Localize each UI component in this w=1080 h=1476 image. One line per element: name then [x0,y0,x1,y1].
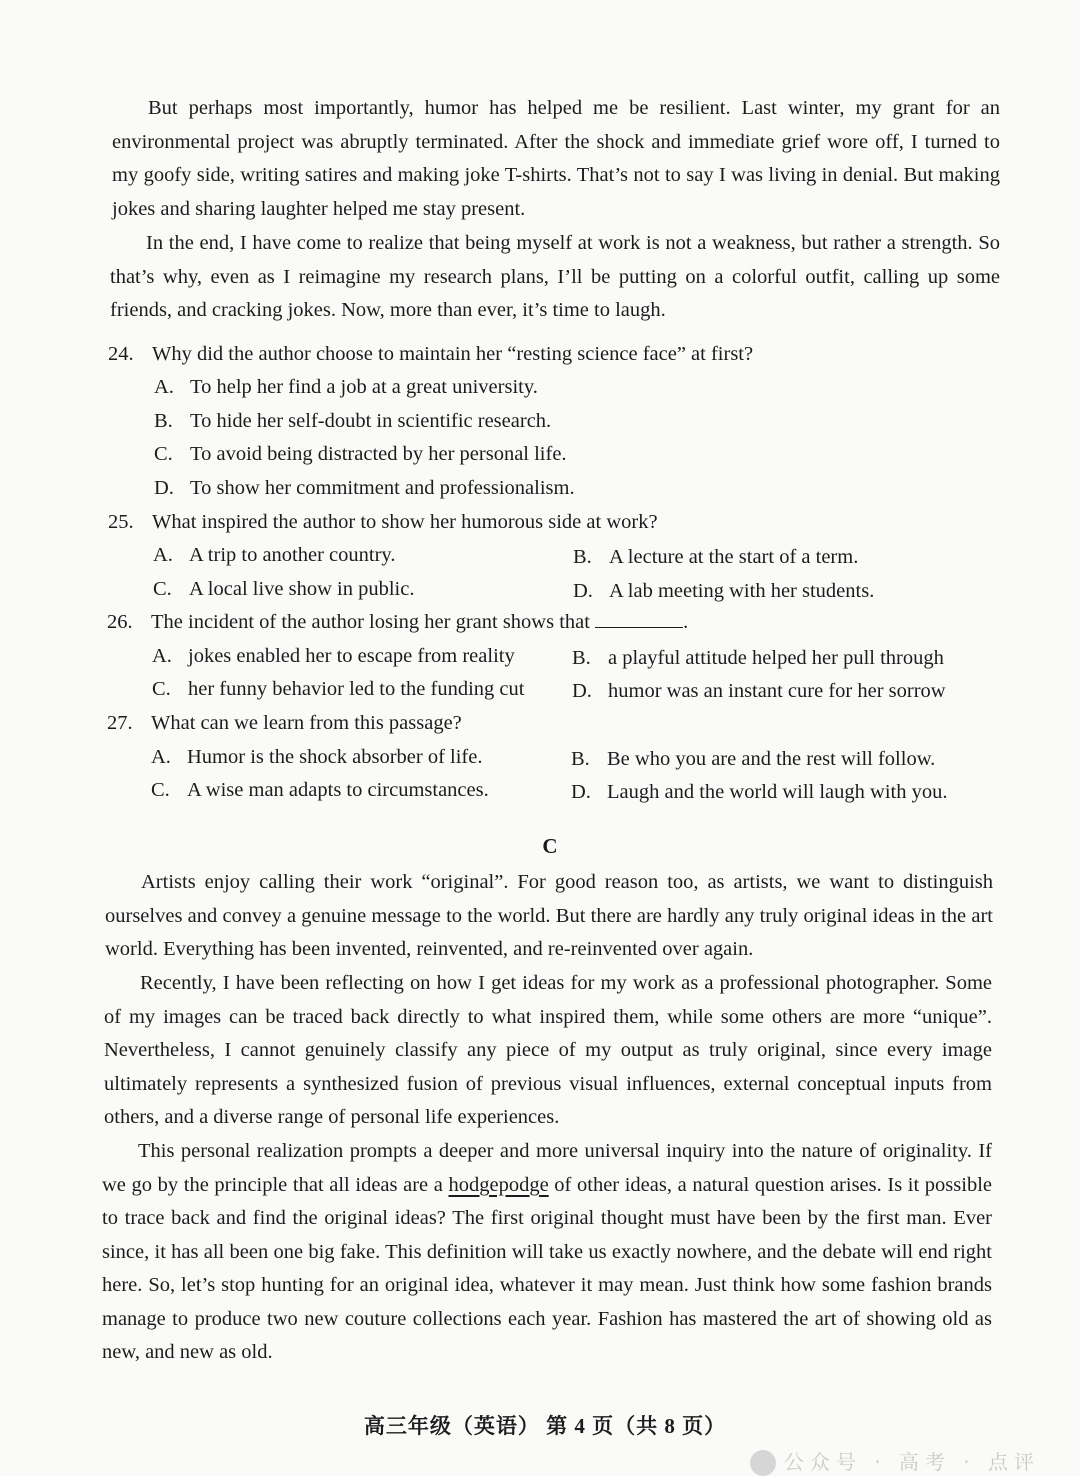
option-text: A local live show in public. [189,578,414,600]
option-letter: A. [152,640,188,673]
paragraph-text: This personal realization prompts a deeper and more universal inquiry into the nature of originality. If we go by the principle that all ideas are a [102,1140,992,1196]
option-letter: D. [154,472,190,505]
option-text: A lecture at the start of a term. [609,546,858,568]
watermark [750,1446,1040,1476]
passage-c-paragraph-2: Recently, I have been reflecting on how I get ideas for my work as a professional photographer. Some of my images can be traced back directly to what inspired them, while some others are more “unique”. Nevertheless, I cannot genuinely classify any piece of my output as truly original, since every image ultimately represents a synthesized fusion of previous visual influences, external conceptual inputs from others, and a diverse range of personal life experiences. [104,967,992,1135]
option-26-a [152,640,515,673]
option-letter: C. [151,774,187,807]
question-stem: Why did the author choose to maintain her “resting science face” at first? [152,343,753,365]
option-27-c [151,774,489,807]
option-25-c [153,573,414,606]
option-text: A wise man adapts to circumstances. [187,779,489,801]
option-letter: A. [154,371,190,404]
option-27-b [571,743,935,776]
option-26-b [572,642,944,675]
question-stem: What can we learn from this passage? [151,712,462,734]
option-text: A lab meeting with her students. [609,580,874,602]
question-stem-end: . [683,611,688,633]
passage-c-heading: C [0,834,1080,859]
option-text: To show her commitment and professionalism. [190,477,575,499]
option-letter: B. [154,405,190,438]
option-24-a [154,371,538,404]
option-text: A trip to another country. [189,544,395,566]
option-text: To hide her self-doubt in scientific research. [190,410,551,432]
watermark-text: 公众号 · 高考 · 点评 [784,1450,1040,1474]
wechat-logo-icon [750,1450,776,1476]
paragraph-text: of other ideas, a natural question arises. Is it possible to trace back and find the original ideas? The first original thought must have been by the first man. Ever since, it has all been one big fake. This definition will take us exactly nowhere, and the debate will end right here. So, let’s stop hunting for an original idea, whatever it may mean. Just think how some fashion brands manage to produce two new couture collections each year. Fashion has mastered the art of showing old as new, and new as old. [102,1174,992,1364]
option-text: her funny behavior led to the funding cut [188,678,524,700]
option-26-c [152,673,524,706]
question-25 [108,506,658,539]
underlined-word: hodgepodge [448,1174,548,1196]
option-letter: A. [153,539,189,572]
question-number: 27. [107,707,151,740]
question-number: 25. [108,506,152,539]
option-text: a playful attitude helped her pull through [608,647,944,669]
option-letter: D. [573,575,609,608]
answer-blank [595,609,683,628]
option-letter: B. [571,743,607,776]
question-stem: The incident of the author losing her grant shows that [151,611,590,633]
option-letter: C. [153,573,189,606]
option-27-d [571,776,947,809]
option-text: To avoid being distracted by her personal life. [190,443,567,465]
passage-b-paragraph-2: In the end, I have come to realize that being myself at work is not a weakness, but rather a strength. So that’s why, even as I reimagine my research plans, I’ll be putting on a colorful outfit, calling up some friends, and cracking jokes. Now, more than ever, it’s time to laugh. [110,227,1000,328]
option-letter: B. [573,541,609,574]
option-letter: D. [572,675,608,708]
passage-b-paragraph-1: But perhaps most importantly, humor has helped me be resilient. Last winter, my grant for an environmental project was abruptly terminated. After the shock and immediate grief wore off, I turned to my goofy side, writing satires and making joke T-shirts. That’s not to say I was living in denial. But making jokes and sharing laughter helped me stay present. [112,92,1000,226]
option-text: Humor is the shock absorber of life. [187,746,482,768]
option-letter: D. [571,776,607,809]
option-24-c [154,438,567,471]
option-letter: C. [152,673,188,706]
option-25-b [573,541,858,574]
option-24-d [154,472,575,505]
option-text: Be who you are and the rest will follow. [607,748,935,770]
question-27 [107,707,462,740]
option-text: Laugh and the world will laugh with you. [607,781,947,803]
option-text: jokes enabled her to escape from reality [188,645,515,667]
option-27-a [151,741,482,774]
option-25-a [153,539,395,572]
option-24-b [154,405,551,438]
option-letter: A. [151,741,187,774]
option-letter: C. [154,438,190,471]
option-text: humor was an instant cure for her sorrow [608,680,946,702]
page-footer: 高三年级（英语） 第 4 页（共 8 页） [0,1410,1080,1440]
question-26 [107,606,688,639]
option-letter: B. [572,642,608,675]
question-stem: What inspired the author to show her humorous side at work? [152,511,658,533]
passage-c-paragraph-3 [102,1135,992,1370]
passage-c-paragraph-1: Artists enjoy calling their work “original”. For good reason too, as artists, we want to distinguish ourselves and convey a genuine message to the world. But there are hardly any truly original ideas in the art world. Everything has been invented, reinvented, and re-reinvented over again. [105,866,993,967]
question-24 [108,338,753,371]
option-text: To help her find a job at a great university. [190,376,538,398]
question-number: 24. [108,338,152,371]
question-number: 26. [107,606,151,639]
option-26-d [572,675,946,708]
option-25-d [573,575,874,608]
